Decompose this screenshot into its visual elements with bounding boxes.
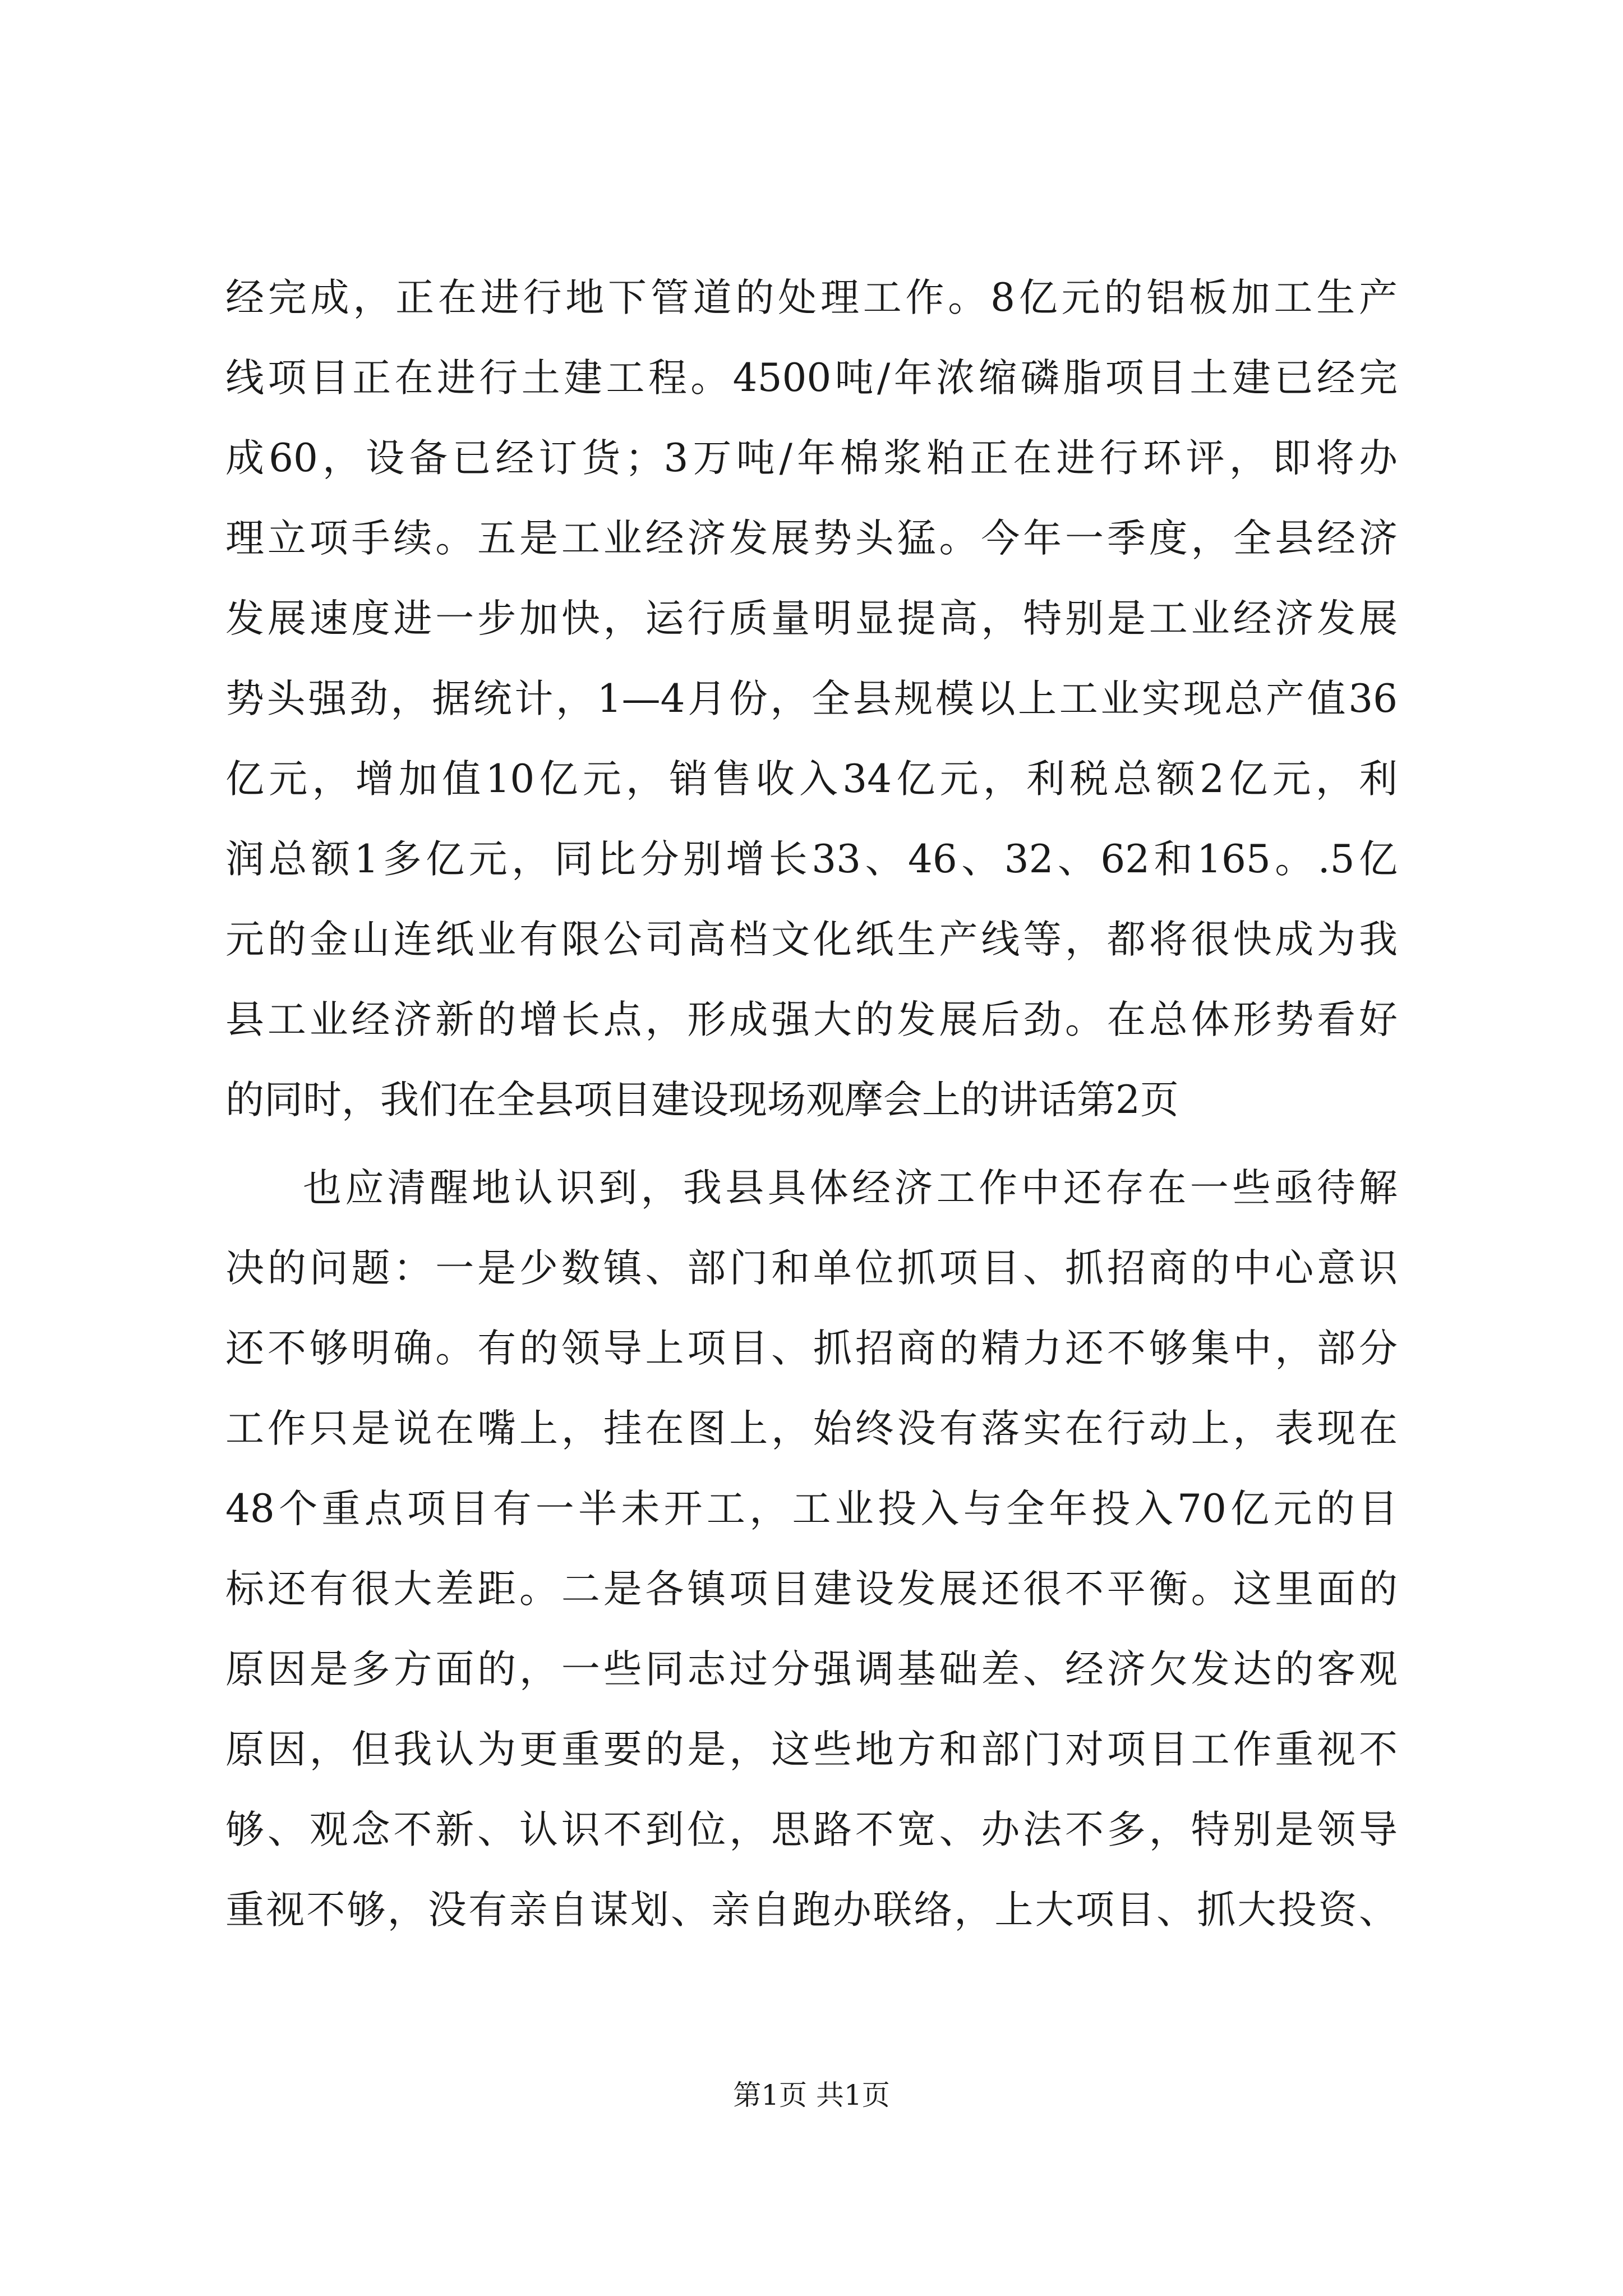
text-line: 势头强劲，据统计，1—4月份，全县规模以上工业实现总产值36 [225,677,1398,721]
text-line: 成60，设备已经订货；3万吨/年棉浆粕正在进行环评，即将办 [225,436,1398,481]
text-line: 发展速度进一步加快，运行质量明显提高，特别是工业经济发展 [225,596,1398,641]
paragraph-spacer [225,1140,1398,1148]
text-line: 工作只是说在嘴上，挂在图上，始终没有落实在行动上，表现在 [225,1406,1398,1451]
text-line: 标还有很大差距。二是各镇项目建设发展还很不平衡。这里面的 [225,1567,1398,1612]
text-line: 48个重点项目有一半未开工，工业投入与全年投入70亿元的目 [225,1487,1398,1531]
text-line: 还不够明确。有的领导上项目、抓招商的精力还不够集中，部分 [225,1326,1398,1371]
text-line: 线项目正在进行土建工程。4500吨/年浓缩磷脂项目土建已经完 [225,356,1398,401]
text-line: 县工业经济新的增长点，形成强大的发展后劲。在总体形势看好 [225,997,1398,1042]
text-line: 润总额1多亿元，同比分别增长33、46、32、62和165。.5亿 [225,837,1398,882]
page-footer [0,2076,1623,2115]
paragraph [225,258,1398,1140]
text-line: 理立项手续。五是工业经济发展势头猛。今年一季度，全县经济 [225,516,1398,561]
text-line: 原因，但我认为更重要的是，这些地方和部门对项目工作重视不 [225,1727,1398,1772]
text-line: 经完成，正在进行地下管道的处理工作。8亿元的铝板加工生产 [225,275,1398,320]
text-line: 也应清醒地认识到，我县具体经济工作中还存在一些亟待解 [303,1166,1398,1211]
text-line: 的同时，我们在全县项目建设现场观摩会上的讲话第2页 [225,1078,1179,1122]
document-body [225,258,1398,1950]
text-line: 元的金山连纸业有限公司高档文化纸生产线等，都将很快成为我 [225,917,1398,962]
text-line: 重视不够，没有亲自谋划、亲自跑办联络，上大项目、抓大投资、 [225,1888,1398,1932]
text-line: 够、观念不新、认识不到位，思路不宽、办法不多，特别是领导 [225,1807,1398,1852]
page-number: 第1页 共1页 [733,2079,890,2111]
text-line: 原因是多方面的，一些同志过分强调基础差、经济欠发达的客观 [225,1647,1398,1692]
paragraph [225,1148,1398,1950]
text-line: 决的问题：一是少数镇、部门和单位抓项目、抓招商的中心意识 [225,1246,1398,1291]
text-line: 亿元，增加值10亿元，销售收入34亿元，利税总额2亿元，利 [225,757,1398,802]
